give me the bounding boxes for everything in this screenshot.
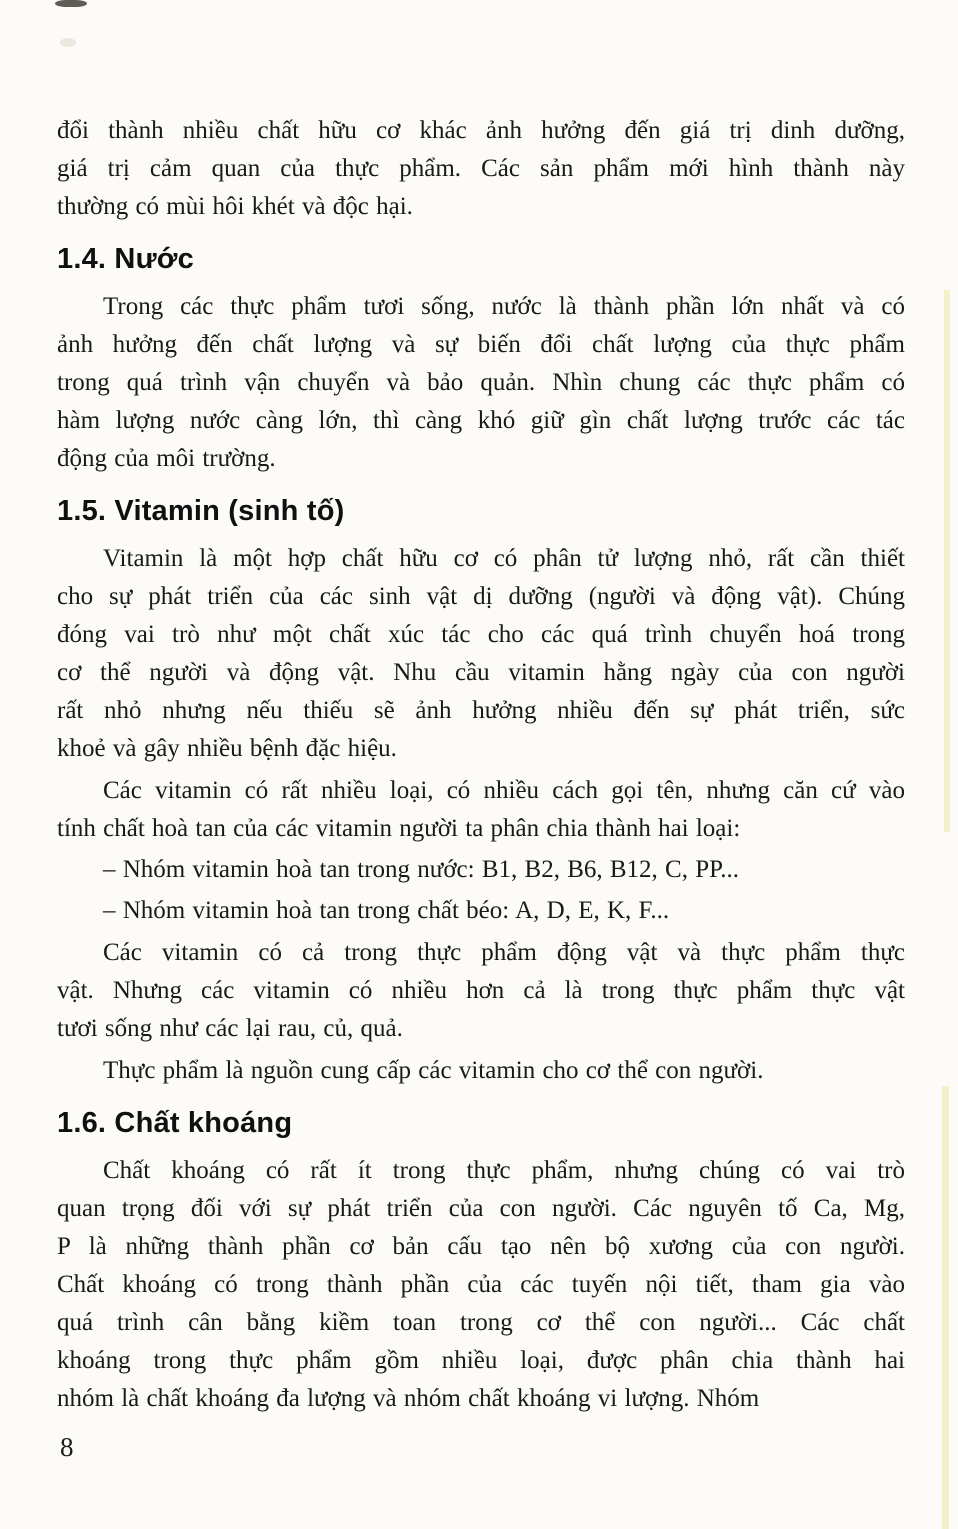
- text-line: Chất khoáng có trong thành phần của các tuyến nội tiết, tham gia vào: [57, 1271, 905, 1298]
- text-line: Các vitamin có cả trong thực phẩm động vật và thực phẩm thực: [103, 939, 905, 966]
- scan-edge-strip-artifact: [942, 1086, 949, 1529]
- text-line: Chất khoáng có rất ít trong thực phẩm, nhưng chúng có vai trò: [103, 1157, 905, 1184]
- section-heading-minerals: 1.6. Chất khoáng: [57, 1107, 293, 1139]
- page-number: 8: [60, 1432, 74, 1462]
- page-text-block: [57, 112, 905, 1418]
- text-line: cho sự phát triển của các sinh vật dị dưỡng (người và động vật). Chúng: [57, 583, 905, 610]
- text-line: Thực phẩm là nguồn cung cấp các vitamin cho cơ thể con người.: [103, 1057, 764, 1084]
- text-line: quan trọng đối với sự phát triển của con người. Các nguyên tố Ca, Mg,: [57, 1195, 905, 1222]
- text-line: giá trị cảm quan của thực phẩm. Các sản phẩm mới hình thành này: [57, 155, 905, 182]
- text-line: Trong các thực phẩm tươi sống, nước là thành phần lớn nhất và có: [103, 293, 905, 320]
- text-line: rất nhỏ nhưng nếu thiếu sẽ ảnh hưởng nhiều đến sự phát triển, sức: [57, 697, 905, 724]
- scan-smudge-artifact-faint: [60, 38, 76, 47]
- text-line: trong quá trình vận chuyển và bảo quản. Nhìn chung các thực phẩm có: [57, 369, 905, 396]
- paragraph-water: [57, 288, 905, 478]
- section-heading-water: 1.4. Nước: [57, 243, 194, 275]
- scan-edge-strip-artifact: [944, 290, 950, 832]
- list-item-water-soluble-vitamins: – Nhóm vitamin hoà tan trong nước: B1, B2, B6, B12, C, PP...: [103, 856, 740, 883]
- vitamin-group-list: [57, 851, 905, 930]
- text-line: vật. Nhưng các vitamin có nhiều hơn cả là trong thực phẩm thực vật: [57, 977, 905, 1004]
- text-line: Các vitamin có rất nhiều loại, có nhiều cách gọi tên, nhưng căn cứ vào: [103, 777, 905, 804]
- text-line: đổi thành nhiều chất hữu cơ khác ảnh hưởng đến giá trị dinh dưỡng,: [57, 117, 905, 144]
- list-item-fat-soluble-vitamins: – Nhóm vitamin hoà tan trong chất béo: A, D, E, K, F...: [103, 897, 670, 924]
- text-line: tính chất hoà tan của các vitamin người ta phân chia thành hai loại:: [57, 815, 741, 842]
- text-line: nhóm là chất khoáng đa lượng và nhóm chất khoáng vi lượng. Nhóm: [57, 1385, 760, 1412]
- paragraph-vitamin-types: [57, 772, 905, 848]
- scan-smudge-artifact: [55, 0, 87, 7]
- text-line: tươi sống như các lại rau, củ, quả.: [57, 1015, 403, 1042]
- text-line: ảnh hưởng đến chất lượng và sự biến đổi chất lượng của thực phẩm: [57, 331, 905, 358]
- paragraph-vitamin-sources: [57, 934, 905, 1048]
- paragraph-intro-continuation: [57, 112, 905, 226]
- paragraph-vitamin-definition: [57, 540, 905, 768]
- text-line: cơ thể người và động vật. Nhu cầu vitamin hằng ngày của con người: [57, 659, 905, 686]
- text-line: thường có mùi hôi khét và độc hại.: [57, 193, 413, 220]
- text-line: hàm lượng nước càng lớn, thì càng khó giữ gìn chất lượng trước các tác: [57, 407, 905, 434]
- text-line: quá trình cân bằng kiềm toan trong cơ thể con người... Các chất: [57, 1309, 905, 1336]
- text-line: P là những thành phần cơ bản cấu tạo nên bộ xương của con người.: [57, 1233, 905, 1260]
- section-heading-vitamin: 1.5. Vitamin (sinh tố): [57, 495, 345, 527]
- paragraph-vitamin-food-supply: [57, 1052, 905, 1090]
- paragraph-minerals: [57, 1152, 905, 1418]
- text-line: động của môi trường.: [57, 445, 276, 472]
- text-line: Vitamin là một hợp chất hữu cơ có phân tử lượng nhỏ, rất cần thiết: [103, 545, 905, 572]
- text-line: khoáng trong thực phẩm gồm nhiều loại, được phân chia thành hai: [57, 1347, 905, 1374]
- text-line: khoẻ và gây nhiều bệnh đặc hiệu.: [57, 735, 397, 762]
- text-line: đóng vai trò như một chất xúc tác cho các quá trình chuyển hoá trong: [57, 621, 905, 648]
